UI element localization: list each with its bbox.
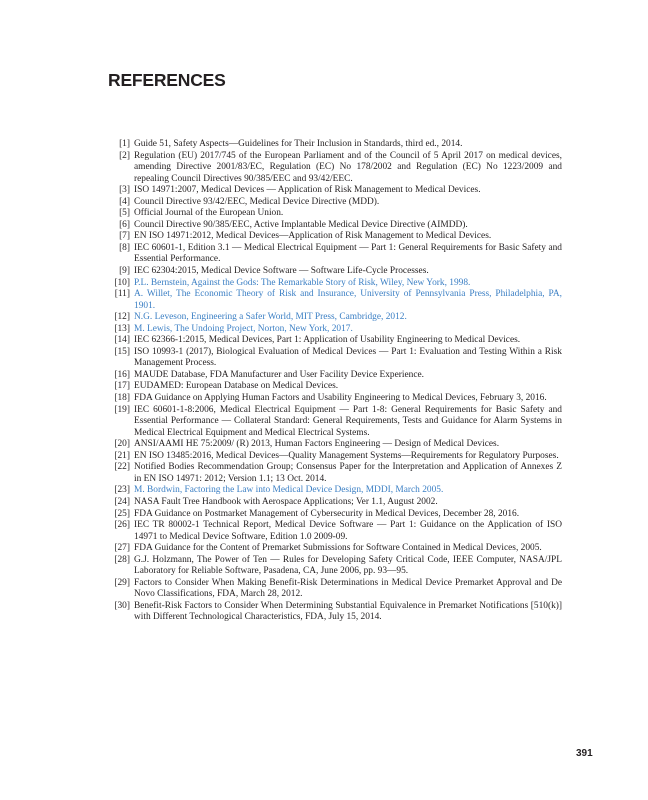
page-title: REFERENCES: [108, 70, 226, 90]
reference-link[interactable]: M. Bordwin, Factoring the Law into Medical Device Design, MDDI, March 2005.: [134, 485, 444, 496]
reference-number: [29]: [114, 577, 130, 588]
reference-item: [106, 185, 562, 197]
reference-item: [106, 520, 562, 543]
reference-number: [26]: [114, 520, 130, 531]
reference-item: [106, 451, 562, 463]
reference-number: [14]: [114, 335, 130, 346]
reference-text: IEC 62366-1:2015, Medical Devices, Part 1: Application of Usability Engineering to Medical Devices.: [134, 335, 521, 346]
reference-number: [24]: [114, 496, 130, 507]
reference-text: ISO 14971:2007, Medical Devices — Application of Risk Management to Medical Devices.: [134, 185, 481, 196]
reference-number: [9]: [119, 266, 130, 277]
reference-number: [23]: [114, 485, 130, 496]
reference-number: [4]: [119, 196, 130, 207]
reference-text: FDA Guidance on Applying Human Factors and Usability Engineering to Medical Devices, February 3, 2016.: [134, 393, 547, 404]
reference-number: [5]: [119, 208, 130, 219]
reference-text: IEC 60601-1-8:2006, Medical Electrical Equipment — Part 1-8: General Requirements for Basic Safety and Essential Performance — Collateral Standard: General Requirements, Tests and Guidance for Alarm Systems in Medical Electrical Equipment and Medical Electrical Systems.: [134, 404, 562, 438]
reference-item: [106, 335, 562, 347]
reference-text: IEC 62304:2015, Medical Device Software — Software Life-Cycle Processes.: [134, 266, 429, 277]
reference-text: EUDAMED: European Database on Medical Devices.: [134, 381, 339, 392]
reference-number: [8]: [119, 242, 130, 253]
reference-number: [15]: [114, 346, 130, 357]
reference-item: [106, 266, 562, 278]
reference-item: [106, 278, 562, 290]
reference-number: [28]: [114, 554, 130, 565]
reference-number: [10]: [114, 277, 130, 288]
reference-text: Guide 51, Safety Aspects—Guidelines for Their Inclusion in Standards, third ed., 2014.: [134, 139, 463, 149]
reference-text: Council Directive 93/42/EEC, Medical Device Directive (MDD).: [134, 196, 380, 207]
reference-number: [16]: [114, 369, 130, 380]
reference-item: [106, 139, 562, 151]
reference-item: [106, 393, 562, 405]
reference-item: [106, 312, 562, 324]
reference-item: [106, 243, 562, 266]
reference-item: [106, 197, 562, 209]
reference-text: FDA Guidance on Postmarket Management of Cybersecurity in Medical Devices, December 28, 2016.: [134, 508, 520, 519]
reference-item: [106, 381, 562, 393]
reference-item: [106, 324, 562, 336]
reference-number: [11]: [114, 289, 130, 300]
reference-text: Official Journal of the European Union.: [134, 208, 284, 219]
page-number: 391: [576, 748, 593, 759]
reference-item: [106, 555, 562, 578]
reference-item: [106, 543, 562, 555]
reference-item: [106, 509, 562, 521]
reference-number: [21]: [114, 450, 130, 461]
reference-text: Notified Bodies Recommendation Group; Consensus Paper for the Interpretation and Application of Annexes Z in EN ISO 14971: 2012; Version 1.1; 13 Oct. 2014.: [134, 462, 562, 484]
reference-item: [106, 347, 562, 370]
reference-number: [19]: [114, 404, 130, 415]
reference-text: ANSI/AAMI HE 75:2009/ (R) 2013, Human Factors Engineering — Design of Medical Devices.: [134, 439, 500, 450]
reference-text: IEC 60601-1, Edition 3.1 — Medical Electrical Equipment — Part 1: General Requirements for Basic Safety and Essential Performance.: [134, 242, 562, 265]
reference-number: [22]: [114, 462, 130, 473]
reference-number: [3]: [119, 185, 130, 196]
reference-item: [106, 497, 562, 509]
reference-number: [7]: [119, 231, 130, 242]
reference-text: EN ISO 13485:2016, Medical Devices—Quality Management Systems—Requirements for Regulatory Purposes.: [134, 450, 559, 461]
reference-text: Council Directive 90/385/EEC, Active Implantable Medical Device Directive (AIMDD).: [134, 219, 468, 230]
reference-number: [1]: [119, 139, 130, 149]
reference-number: [20]: [114, 439, 130, 450]
reference-number: [18]: [114, 393, 130, 404]
reference-item: [106, 485, 562, 497]
reference-text: ISO 10993-1 (2017), Biological Evaluation of Medical Devices — Part 1: Evaluation and Testing Within a Risk Management Process.: [134, 346, 562, 369]
reference-item: [106, 370, 562, 382]
reference-text: MAUDE Database, FDA Manufacturer and User Facility Device Experience.: [134, 369, 425, 380]
reference-number: [12]: [114, 312, 130, 323]
reference-item: [106, 151, 562, 186]
reference-item: [106, 289, 562, 312]
reference-item: [106, 220, 562, 232]
reference-number: [17]: [114, 381, 130, 392]
reference-number: [2]: [119, 150, 130, 161]
reference-link[interactable]: A. Willet, The Economic Theory of Risk and Insurance, University of Pennsylvania Press, Philadelphia, PA, 1901.: [134, 289, 562, 311]
reference-number: [30]: [114, 600, 130, 611]
reference-item: [106, 405, 562, 440]
reference-item: [106, 208, 562, 220]
reference-text: Regulation (EU) 2017/745 of the European Parliament and of the Council of 5 April 2017 on medical devices, amending Directive 2001/83/EC, Regulation (EC) No 178/2002 and Regulation (EC) No 1223/2009 and repealing Council Directives 90/385/EEC and 93/42/EEC.: [134, 150, 562, 184]
reference-list: [106, 139, 562, 624]
reference-number: [13]: [114, 323, 130, 334]
reference-text: FDA Guidance for the Content of Premarket Submissions for Software Contained in Medical Devices, 2005.: [134, 543, 542, 554]
reference-item: [106, 462, 562, 485]
reference-item: [106, 578, 562, 601]
reference-text: IEC TR 80002-1 Technical Report, Medical Device Software — Part 1: Guidance on the Application of ISO 14971 to Medical Device Software, Edition 1.0 2009-09.: [134, 520, 562, 542]
reference-text: G.J. Holzmann, The Power of Ten — Rules for Developing Safety Critical Code, IEEE Computer, NASA/JPL Laboratory for Reliable Software, Pasadena, CA, June 2006, pp. 93—95.: [134, 554, 562, 577]
reference-text: NASA Fault Tree Handbook with Aerospace Applications; Ver 1.1, August 2002.: [134, 496, 438, 507]
reference-number: [6]: [119, 219, 130, 230]
reference-link[interactable]: M. Lewis, The Undoing Project, Norton, New York, 2017.: [134, 323, 353, 334]
reference-item: [106, 601, 562, 624]
reference-item: [106, 439, 562, 451]
reference-number: [27]: [114, 543, 130, 554]
reference-text: Benefit-Risk Factors to Consider When Determining Substantial Equivalence in Premarket Notifications [510(k)] with Different Technological Characteristics, FDA, July 15, 2014.: [134, 600, 562, 623]
reference-text: Factors to Consider When Making Benefit-Risk Determinations in Medical Device Premarket Approval and De Novo Classifications, FDA, March 28, 2012.: [134, 577, 562, 600]
reference-link[interactable]: P.L. Bernstein, Against the Gods: The Remarkable Story of Risk, Wiley, New York, 1998.: [134, 277, 471, 288]
reference-number: [25]: [114, 508, 130, 519]
reference-text: EN ISO 14971:2012, Medical Devices—Application of Risk Management to Medical Devices.: [134, 231, 492, 242]
reference-item: [106, 231, 562, 243]
reference-link[interactable]: N.G. Leveson, Engineering a Safer World, MIT Press, Cambridge, 2012.: [134, 312, 407, 323]
